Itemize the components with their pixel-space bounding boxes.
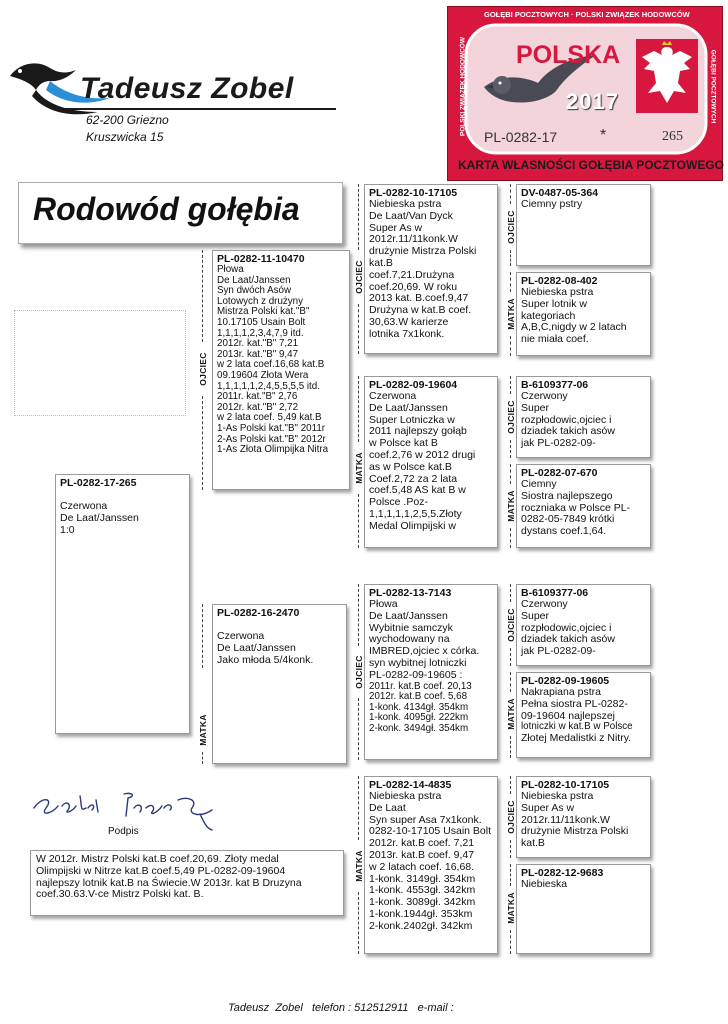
father-line: 2013r. kat."B" 9,47 [217,348,299,360]
father-line: Mistrza Polski kat."B" [217,306,310,318]
father-line: 10.17105 Usain Bolt [217,316,306,328]
mfm-ring: PL-0282-09-19605 [521,675,610,687]
ff-line: Super As w [369,221,423,234]
mff-line: Czerwony [521,598,568,610]
mm-line: w 2 latach coef. 16,68. [369,860,475,873]
ff-line: 30,63.W karierze [369,315,449,328]
mm-line: Syn super Asa 7x1konk. [369,813,482,826]
fm-box [364,376,498,548]
mm-line: 1-konk. 3089gł. 342km [369,896,476,909]
fm-line: Czerwona [369,390,417,402]
mmm-matka-label: MATKA [506,892,516,924]
mmf-box [516,776,651,858]
mf-line: De Laat/Janssen [369,609,448,622]
mmf-line: 2012r.11/11konk.W [521,813,610,826]
ff-line: 2012r.11/11konk.W [369,233,458,246]
photo-placeholder [14,310,186,416]
mf-line: syn wybitnej lotniczki [369,656,467,669]
mf-ring: PL-0282-13-7143 [369,587,452,599]
fmm-line: Siostra najlepszego [521,489,613,502]
ff-line: 2013 kat. B.coef.9,47 [369,292,469,305]
mfm-line: 09-19604 najlepszej [521,709,615,722]
mf-line: wychodowany na [369,633,450,646]
father-line: 2012r. kat."B" 7,21 [217,338,299,350]
fmm-matka-label: MATKA [506,490,516,522]
fm-matka-label: MATKA [354,452,364,484]
mm-line: 2012r. kat.B coef. 7,21 [369,837,475,850]
mmf-line: Niebieska pstra [521,790,594,802]
pigeon-line: De Laat/Janssen [60,511,139,524]
fmm-box [516,464,651,548]
fm-line: De Laat/Janssen [369,401,448,414]
fmf-line: jak PL-0282-09- [521,437,596,450]
card-country: POLSKA [516,41,621,69]
mm-line: Niebieska pstra [369,790,442,802]
mf-line: 2012r. kat.B coef. 5,68 [369,691,468,703]
ff-ojciec-label: OJCIEC [354,260,364,294]
ff-line: Drużyna w kat.B coef. [369,304,472,317]
fm-line: w Polsce kat B [369,437,438,450]
mmm-ring: PL-0282-12-9683 [521,867,604,879]
mm-line: 2013r. kat.B coef. 9,47 [369,848,475,861]
father-line: 2-As Polski kat."B" 2012r [217,433,326,445]
mother-ring: PL-0282-16-2470 [217,607,300,619]
father-line: w 2 lata coef. 5,49 kat.B [217,412,322,424]
mfm-matka-label: MATKA [506,698,516,730]
mfm-box [516,672,651,758]
ff-line: De Laat/Van Dyck [369,209,453,222]
fm-line: 1,1,1,1,1,2,5,5.Złoty [369,507,462,520]
fm-ring: PL-0282-09-19604 [369,379,458,391]
notes-line: W 2012r. Mistrz Polski kat.B coef.20,69. Złoty medal [36,853,279,865]
father-ring: PL-0282-11-10470 [217,253,305,265]
ffm-ring: PL-0282-08-402 [521,275,598,287]
page-title: Rodowód gołębia [33,191,300,227]
fmm-line: 0282-05-7849 krótki [521,513,615,526]
mf-line: PL-0282-09-19605 : [369,668,463,681]
mf-ojciec-label: OJCIEC [354,655,364,689]
card-ring: PL-0282-17 [484,129,558,145]
father-line: 1-As Polski kat."B" 2011r [217,422,326,434]
fmm-line: Ciemny [521,478,557,490]
card-header-text: GOŁĘBI POCZTOWYCH · POLSKI ZWIĄZEK HODOWCÓW [484,10,690,19]
pigeon-line: Czerwona [60,500,108,512]
fff-box [516,184,651,266]
mf-line: Płowa [369,598,398,610]
father-line: Płowa [217,264,244,275]
ffm-line: Super lotnik w [521,297,587,310]
ffm-line: kategoriach [521,309,576,322]
fmf-ring: B-6109377-06 [521,379,589,391]
notes-line: najlepszy lotnik kat.B na Świecie.W 2013r. kat B Druzyna [36,876,302,889]
card-year: 2017 [566,89,619,114]
mff-ojciec-label: OJCIEC [506,608,516,642]
father-line: 1,1,1,1,2,3,4,7,9 itd. [217,327,304,339]
mff-line: jak PL-0282-09- [521,645,596,658]
mfm-line: Nakrapiana pstra [521,686,601,698]
fmf-box [516,376,651,458]
mm-line: 1-konk.1944gł. 353km [369,907,473,920]
footer-contact: Tadeusz Zobel telefon : 512512911 e-mail : [228,1002,454,1014]
mfm-line: Pełna siostra PL-0282- [521,697,628,710]
mmf-ojciec-label: OJCIEC [506,800,516,834]
ownership-card [447,6,723,181]
father-line: 09.19604 Złota Wera [217,369,309,381]
ffm-box [516,272,651,356]
ff-line: kat.B [369,256,393,269]
mm-line: 1-konk. 3149gł. 354km [369,872,476,885]
ff-line: Niebieska pstra [369,198,442,210]
fmf-line: Super [521,401,550,414]
fmf-ojciec-label: OJCIEC [506,400,516,434]
fmm-line: roczniaka w Polsce PL- [521,501,631,514]
breeder-address-line1: 62-200 Griezno [86,113,169,127]
father-line: 1,1,1,1,1,2,4,5,5,5,5 itd. [217,380,320,392]
ff-ring: PL-0282-10-17105 [369,187,458,199]
mff-box [516,584,651,666]
mm-matka-label: MATKA [354,850,364,882]
mf-box [364,584,498,760]
ffm-line: nie miała coef. [521,333,589,346]
notes-box [30,850,344,916]
fm-line: coef.5,48 AS kat B w [369,484,466,497]
fmf-line: rozpłodowic,ojciec i [521,413,612,426]
pigeon-line: 1:0 [60,523,75,536]
ffm-line: A,B,C,nigdy w 2 latach [521,321,627,334]
mmm-line: Niebieska [521,878,568,890]
fmm-line: dystans coef.1,64. [521,525,607,538]
fm-line: as w Polsce kat.B [369,460,452,473]
mmf-line: drużynie Mistrza Polski [521,825,629,838]
pedigree-title-box [18,182,343,244]
mf-line: IMBRED,ojciec x córka. [369,645,480,658]
mfm-line: Złotej Medalistki z Nitry. [521,731,632,744]
mm-ring: PL-0282-14-4835 [369,779,452,791]
card-right-text: GOŁĘBI POCZTOWYCH [709,49,717,124]
father-line: 2011r. kat."B" 2,76 [217,391,298,403]
card-star: * [600,127,607,144]
notes-line: Olimpijski w Nitrze kat.B coef.5,49 PL-0282-09-19604 [36,864,286,877]
card-ring-field [470,123,702,151]
ff-line: lotnika 7x1konk. [369,327,445,340]
fff-ojciec-label: OJCIEC [506,210,516,244]
mother-line: De Laat/Janssen [217,641,296,654]
father-ojciec-label: OJCIEC [198,352,208,386]
father-line: 1-As Złota Olimpijka Nitra [217,444,329,456]
breeder-address-line2: Kruszwicka 15 [86,130,164,144]
ff-box [364,184,498,354]
mff-line: dziadek takich asów [521,633,615,646]
fmm-ring: PL-0282-07-670 [521,467,598,479]
father-line: 2012r. kat."B" 2,72 [217,401,299,413]
fm-line: Medal Olimpijski w [369,519,456,532]
mff-line: Super [521,609,550,622]
mff-line: rozpłodowic,ojciec i [521,621,612,634]
fmf-line: Czerwony [521,390,568,402]
mother-line: Jako młoda 5/4konk. [217,653,314,666]
notes-line: coef.30.63.V-ce Mistrz Polski kat. B. [36,888,204,901]
fmf-line: dziadek takich asów [521,425,615,438]
card-number: 265 [662,129,683,144]
father-line: Syn dwóch Asów [217,285,292,297]
mmf-line: Super As w [521,801,575,814]
fff-line: Ciemny pstry [521,198,583,210]
ffm-line: Niebieska pstra [521,286,594,298]
fff-ring: DV-0487-05-364 [521,187,599,199]
breeder-name: Tadeusz Zobel [80,72,294,105]
fm-line: Super Lotniczka w [369,413,455,426]
father-line: De Laat/Janssen [217,274,291,286]
ff-line: coef.20,69. W roku [369,280,458,293]
mm-line: De Laat [369,801,406,814]
father-box [212,250,350,490]
mmm-box [516,864,651,954]
fm-line: Coef.2,72 za 2 lata [369,472,458,485]
fm-line: Polsce .Poz- [369,496,428,509]
pigeon-box [55,474,190,734]
mmf-line: kat.B [521,837,545,850]
mm-box [364,776,498,954]
mff-ring: B-6109377-06 [521,587,589,599]
mf-line: 1-konk. 4095gł. 222km [369,712,469,724]
ff-line: drużynie Mistrza Polski [369,245,477,258]
father-side-marker [196,250,210,490]
father-line: Lotowych z drużyny [217,295,304,307]
eagle-emblem-icon [634,37,700,115]
mf-line: 2011r. kat.B coef. 20,13 [369,680,472,692]
mother-box [212,604,347,764]
mf-line: Wybitnie samczyk [369,621,453,634]
mf-line: 1-konk. 4134gł. 354km [369,701,469,713]
mmf-ring: PL-0282-10-17105 [521,779,610,791]
mf-line: 2-konk. 3494gł. 354km [369,722,469,734]
card-caption: KARTA WŁASNOŚCI GOŁĘBIA POCZTOWEGO [458,158,724,172]
mother-matka-label: MATKA [198,714,208,746]
father-line: w 2 lata coef.16,68 kat.B [217,359,325,371]
pigeon-ring: PL-0282-17-265 [60,477,137,489]
mfm-line: lotniczki w kat.B w Polsce [521,721,633,733]
ff-line: coef.7,21.Drużyna [369,268,455,281]
signature-caption: Podpis [108,826,139,837]
mother-line: Czerwona [217,630,265,642]
logo-underline [64,108,336,110]
ffm-matka-label: MATKA [506,298,516,330]
mm-line: 0282-10-17105 Usain Bolt [369,825,492,838]
mm-line: 1-konk. 4553gł. 342km [369,884,476,897]
fm-line: 2011 najlepszy gołąb [369,425,467,438]
fm-line: coef.2,76 w 2012 drugi [369,448,476,461]
mother-side-marker [196,604,210,764]
mm-line: 2-konk.2402gł. 342km [369,919,473,932]
card-left-text: POLSKI ZWIĄZEK HODOWCÓW [459,37,467,136]
